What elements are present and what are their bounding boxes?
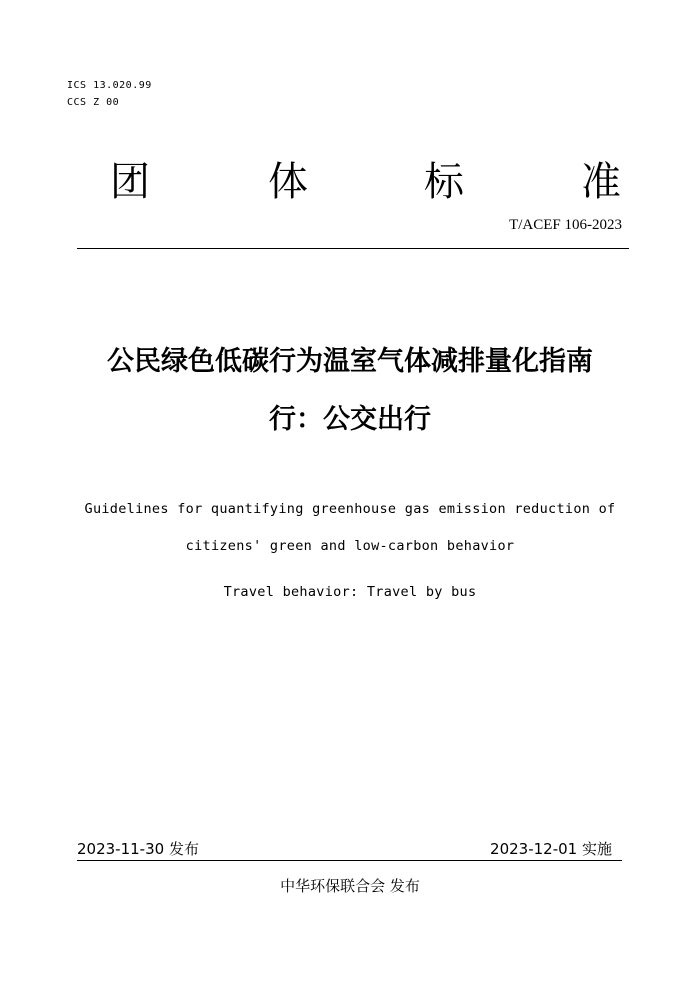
standard-type-char-2: 体 — [268, 159, 308, 205]
standard-type-char-3: 标 — [424, 159, 464, 205]
chinese-title-line-2: 行：公交出行 — [269, 404, 431, 435]
release-date: 2023-11-30 发布 — [77, 840, 199, 858]
footer-divider — [77, 860, 622, 861]
ics-code: ICS 13.020.99 — [67, 80, 152, 91]
implementation-date: 2023-12-01 实施 — [490, 840, 612, 858]
standard-number: T/ACEF 106-2023 — [509, 217, 622, 233]
english-title-line-2: citizens' green and low-carbon behavior — [185, 538, 515, 554]
english-subtitle: Travel behavior: Travel by bus — [223, 584, 477, 600]
standard-type-char-4: 准 — [581, 159, 621, 205]
header-divider — [77, 248, 629, 249]
chinese-title-line-1: 公民绿色低碳行为温室气体减排量化指南 — [107, 346, 593, 377]
ccs-code: CCS Z 00 — [67, 97, 120, 108]
standard-type-char-1: 团 — [110, 159, 150, 205]
english-title-line-1: Guidelines for quantifying greenhouse gas emission reduction of — [84, 501, 616, 517]
publisher: 中华环保联合会 发布 — [280, 877, 420, 895]
